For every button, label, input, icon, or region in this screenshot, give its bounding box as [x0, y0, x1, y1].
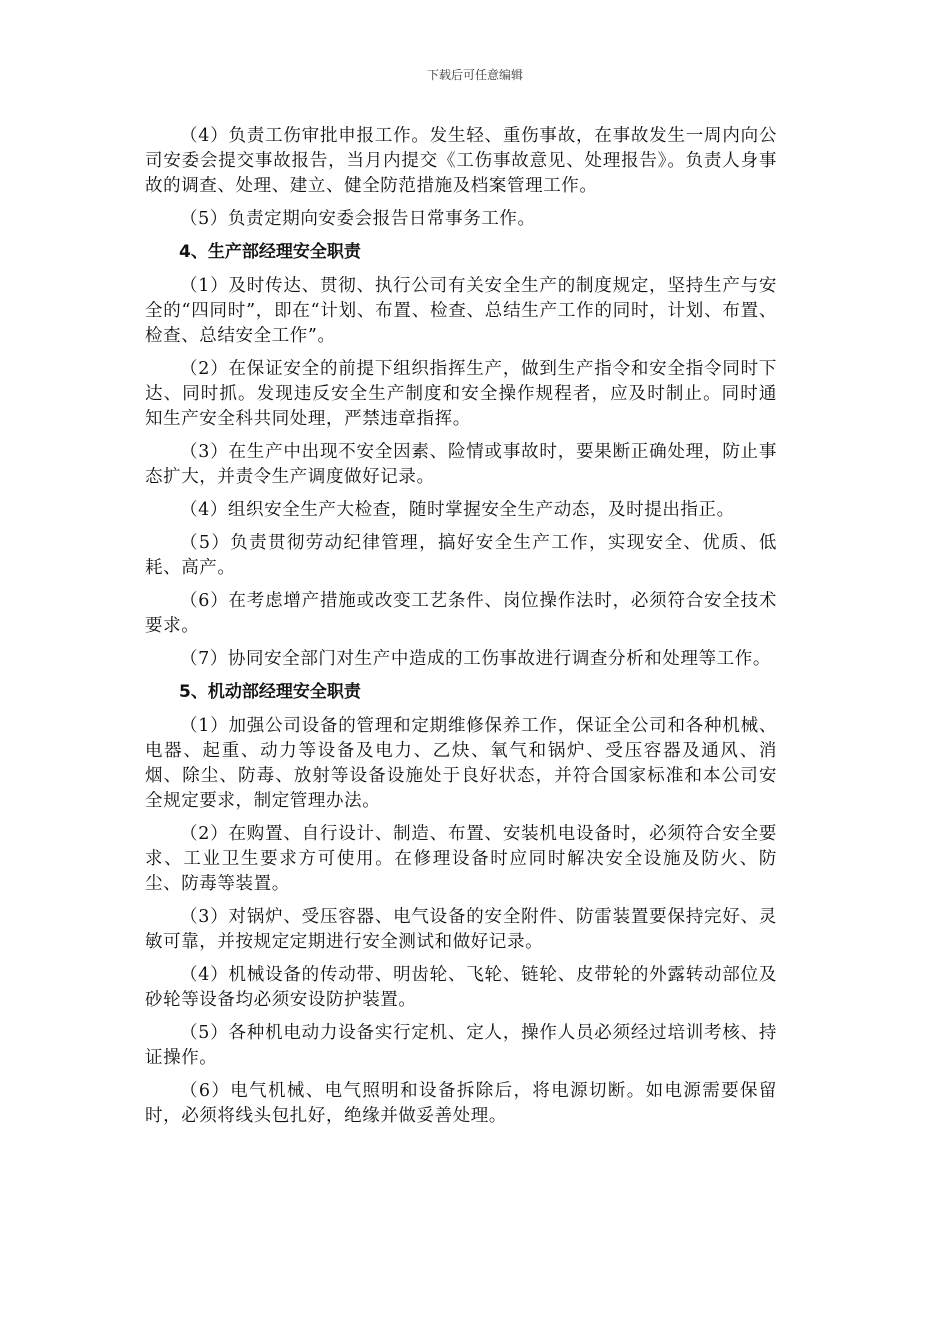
paragraph: （4）负责工伤审批申报工作。发生轻、重伤事故，在事故发生一周内向公司安委会提交事故报告，当月内提交《工伤事故意见、处理报告》。负责人身事故的调查、处理、建立、健全防范措施及档案管理工作。	[145, 126, 777, 196]
section-heading: 5、机动部经理安全职责	[179, 682, 361, 702]
paragraph: （4）组织安全生产大检查，随时掌握安全生产动态，及时提出指正。	[180, 500, 735, 520]
paragraph: （7）协同安全部门对生产中造成的工伤事故进行调查分析和处理等工作。	[180, 649, 771, 669]
paragraph: （6）电气机械、电气照明和设备拆除后，将电源切断。如电源需要保留时，必须将线头包扎好，绝缘并做妥善处理。	[145, 1081, 777, 1126]
paragraph: （5）负责贯彻劳动纪律管理，搞好安全生产工作，实现安全、优质、低耗、高产。	[145, 533, 777, 578]
paragraph: （1）及时传达、贯彻、执行公司有关安全生产的制度规定，坚持生产与安全的“四同时”，即在“计划、布置、检查、总结生产工作的同时，计划、布置、检查、总结安全工作”。	[145, 276, 777, 346]
paragraph: （2）在购置、自行设计、制造、布置、安装机电设备时，必须符合安全要求、工业卫生要求方可使用。在修理设备时应同时解决安全设施及防火、防尘、防毒等装置。	[145, 824, 777, 894]
paragraph: （3）对锅炉、受压容器、电气设备的安全附件、防雷装置要保持完好、灵敏可靠，并按规定定期进行安全测试和做好记录。	[145, 907, 777, 952]
page-header: 下载后可任意编辑	[426, 68, 523, 82]
paragraph: （2）在保证安全的前提下组织指挥生产，做到生产指令和安全指令同时下达、同时抓。发现违反安全生产制度和安全操作规程者，应及时制止。同时通知生产安全科共同处理，严禁违章指挥。	[145, 359, 777, 429]
paragraph: （5）各种机电动力设备实行定机、定人，操作人员必须经过培训考核、持证操作。	[145, 1023, 777, 1068]
document-body	[145, 124, 777, 1137]
paragraph: （6）在考虑增产措施或改变工艺条件、岗位操作法时，必须符合安全技术要求。	[145, 591, 777, 636]
section-heading: 4、生产部经理安全职责	[179, 242, 361, 262]
paragraph: （1）加强公司设备的管理和定期维修保养工作，保证全公司和各种机械、电器、起重、动力等设备及电力、乙炔、氧气和锅炉、受压容器及通风、消烟、除尘、防毒、放射等设备设施处于良好状态，并符合国家标准和本公司安全规定要求，制定管理办法。	[145, 716, 777, 811]
paragraph: （4）机械设备的传动带、明齿轮、飞轮、链轮、皮带轮的外露转动部位及砂轮等设备均必须安设防护装置。	[145, 965, 777, 1010]
paragraph: （5）负责定期向安委会报告日常事务工作。	[180, 209, 536, 229]
paragraph: （3）在生产中出现不安全因素、险情或事故时，要果断正确处理，防止事态扩大，并责令生产调度做好记录。	[145, 442, 777, 487]
